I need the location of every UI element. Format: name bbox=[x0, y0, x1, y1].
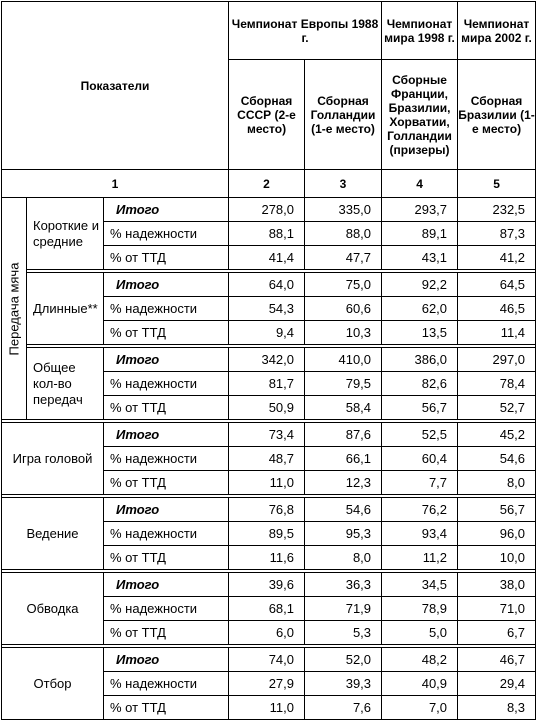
value-cell: 45,2 bbox=[458, 423, 536, 447]
value-cell: 89,5 bbox=[229, 522, 305, 546]
table-row bbox=[2, 198, 536, 222]
value-cell: 76,8 bbox=[229, 498, 305, 522]
header-euro-1988: Чемпионат Европы 1988 г. bbox=[229, 2, 382, 60]
row-label: % надежности bbox=[104, 447, 229, 471]
value-cell: 68,1 bbox=[229, 597, 305, 621]
value-cell: 47,7 bbox=[305, 246, 382, 270]
header-indicators: Показатели bbox=[2, 2, 229, 170]
row-label: % от ТТД bbox=[104, 471, 229, 495]
value-cell: 66,1 bbox=[305, 447, 382, 471]
value-cell: 386,0 bbox=[382, 348, 458, 372]
header-team-1998: Сборные Франции, Бразилии, Хорватии, Голландии (призеры) bbox=[382, 60, 458, 170]
section-name: Ведение bbox=[2, 498, 104, 570]
column-number-2: 2 bbox=[229, 170, 305, 198]
value-cell: 38,0 bbox=[458, 573, 536, 597]
value-cell: 6,7 bbox=[458, 621, 536, 645]
value-cell: 79,5 bbox=[305, 372, 382, 396]
value-cell: 40,9 bbox=[382, 672, 458, 696]
row-label: Итого bbox=[104, 648, 229, 672]
row-label: % надежности bbox=[104, 597, 229, 621]
value-cell: 92,2 bbox=[382, 273, 458, 297]
value-cell: 36,3 bbox=[305, 573, 382, 597]
value-cell: 78,9 bbox=[382, 597, 458, 621]
value-cell: 75,0 bbox=[305, 273, 382, 297]
value-cell: 54,6 bbox=[458, 447, 536, 471]
row-label: % надежности bbox=[104, 297, 229, 321]
value-cell: 41,4 bbox=[229, 246, 305, 270]
row-label: % от ТТД bbox=[104, 396, 229, 420]
value-cell: 9,4 bbox=[229, 321, 305, 345]
value-cell: 10,0 bbox=[458, 546, 536, 570]
value-cell: 232,5 bbox=[458, 198, 536, 222]
row-label: Итого bbox=[104, 273, 229, 297]
row-label: % от ТТД bbox=[104, 621, 229, 645]
value-cell: 8,3 bbox=[458, 696, 536, 720]
header-world-2002: Чемпионат мира 2002 г. bbox=[458, 2, 536, 60]
value-cell: 71,0 bbox=[458, 597, 536, 621]
value-cell: 7,6 bbox=[305, 696, 382, 720]
value-cell: 7,0 bbox=[382, 696, 458, 720]
value-cell: 10,3 bbox=[305, 321, 382, 345]
value-cell: 11,2 bbox=[382, 546, 458, 570]
column-number-3: 3 bbox=[305, 170, 382, 198]
value-cell: 52,7 bbox=[458, 396, 536, 420]
value-cell: 39,6 bbox=[229, 573, 305, 597]
value-cell: 11,0 bbox=[229, 696, 305, 720]
value-cell: 78,4 bbox=[458, 372, 536, 396]
value-cell: 297,0 bbox=[458, 348, 536, 372]
header-team-holland: Сборная Голландии (1-е место) bbox=[305, 60, 382, 170]
row-label: % надежности bbox=[104, 372, 229, 396]
value-cell: 29,4 bbox=[458, 672, 536, 696]
header-team-ussr: Сборная СССР (2-е место) bbox=[229, 60, 305, 170]
column-number-4: 4 bbox=[382, 170, 458, 198]
row-label: % от ТТД bbox=[104, 696, 229, 720]
value-cell: 34,5 bbox=[382, 573, 458, 597]
row-label: % надежности bbox=[104, 222, 229, 246]
table-row bbox=[2, 648, 536, 672]
row-label: Итого bbox=[104, 198, 229, 222]
pass-group-cell bbox=[2, 198, 27, 420]
value-cell: 64,0 bbox=[229, 273, 305, 297]
value-cell: 52,0 bbox=[305, 648, 382, 672]
value-cell: 39,3 bbox=[305, 672, 382, 696]
table-row bbox=[2, 273, 536, 297]
value-cell: 56,7 bbox=[458, 498, 536, 522]
value-cell: 52,5 bbox=[382, 423, 458, 447]
value-cell: 8,0 bbox=[305, 546, 382, 570]
value-cell: 89,1 bbox=[382, 222, 458, 246]
value-cell: 48,7 bbox=[229, 447, 305, 471]
section-name: Обводка bbox=[2, 573, 104, 645]
value-cell: 5,3 bbox=[305, 621, 382, 645]
section-name: Отбор bbox=[2, 648, 104, 720]
value-cell: 11,4 bbox=[458, 321, 536, 345]
row-label: Итого bbox=[104, 348, 229, 372]
value-cell: 73,4 bbox=[229, 423, 305, 447]
stats-table bbox=[1, 1, 536, 720]
value-cell: 54,3 bbox=[229, 297, 305, 321]
value-cell: 278,0 bbox=[229, 198, 305, 222]
value-cell: 81,7 bbox=[229, 372, 305, 396]
value-cell: 12,3 bbox=[305, 471, 382, 495]
value-cell: 60,6 bbox=[305, 297, 382, 321]
value-cell: 93,4 bbox=[382, 522, 458, 546]
value-cell: 87,6 bbox=[305, 423, 382, 447]
value-cell: 88,0 bbox=[305, 222, 382, 246]
row-label: % от ТТД bbox=[104, 321, 229, 345]
section-name: Общее кол-во передач bbox=[27, 348, 104, 420]
row-label: % надежности bbox=[104, 522, 229, 546]
value-cell: 96,0 bbox=[458, 522, 536, 546]
value-cell: 46,5 bbox=[458, 297, 536, 321]
row-label: Итого bbox=[104, 423, 229, 447]
table-row bbox=[2, 423, 536, 447]
value-cell: 11,6 bbox=[229, 546, 305, 570]
value-cell: 76,2 bbox=[382, 498, 458, 522]
value-cell: 88,1 bbox=[229, 222, 305, 246]
value-cell: 43,1 bbox=[382, 246, 458, 270]
value-cell: 60,4 bbox=[382, 447, 458, 471]
row-label: % надежности bbox=[104, 672, 229, 696]
value-cell: 335,0 bbox=[305, 198, 382, 222]
value-cell: 46,7 bbox=[458, 648, 536, 672]
value-cell: 410,0 bbox=[305, 348, 382, 372]
table-row bbox=[2, 498, 536, 522]
section-name: Игра головой bbox=[2, 423, 104, 495]
value-cell: 74,0 bbox=[229, 648, 305, 672]
value-cell: 71,9 bbox=[305, 597, 382, 621]
value-cell: 64,5 bbox=[458, 273, 536, 297]
value-cell: 95,3 bbox=[305, 522, 382, 546]
header-team-brazil: Сборная Бразилии (1-е место) bbox=[458, 60, 536, 170]
value-cell: 8,0 bbox=[458, 471, 536, 495]
header-world-1998: Чемпионат мира 1998 г. bbox=[382, 2, 458, 60]
row-label: Итого bbox=[104, 573, 229, 597]
section-name: Длинные** bbox=[27, 273, 104, 345]
value-cell: 62,0 bbox=[382, 297, 458, 321]
value-cell: 6,0 bbox=[229, 621, 305, 645]
section-name: Короткие и средние bbox=[27, 198, 104, 270]
row-label: % от ТТД bbox=[104, 246, 229, 270]
table-row bbox=[2, 348, 536, 372]
value-cell: 82,6 bbox=[382, 372, 458, 396]
value-cell: 342,0 bbox=[229, 348, 305, 372]
value-cell: 11,0 bbox=[229, 471, 305, 495]
value-cell: 58,4 bbox=[305, 396, 382, 420]
value-cell: 13,5 bbox=[382, 321, 458, 345]
value-cell: 41,2 bbox=[458, 246, 536, 270]
row-label: Итого bbox=[104, 498, 229, 522]
table-row bbox=[2, 573, 536, 597]
column-number-5: 5 bbox=[458, 170, 536, 198]
value-cell: 293,7 bbox=[382, 198, 458, 222]
value-cell: 56,7 bbox=[382, 396, 458, 420]
value-cell: 50,9 bbox=[229, 396, 305, 420]
value-cell: 27,9 bbox=[229, 672, 305, 696]
pass-group-label: Передача мяча bbox=[6, 262, 22, 355]
value-cell: 7,7 bbox=[382, 471, 458, 495]
value-cell: 54,6 bbox=[305, 498, 382, 522]
row-label: % от ТТД bbox=[104, 546, 229, 570]
column-number-1: 1 bbox=[2, 170, 229, 198]
value-cell: 48,2 bbox=[382, 648, 458, 672]
value-cell: 5,0 bbox=[382, 621, 458, 645]
value-cell: 87,3 bbox=[458, 222, 536, 246]
